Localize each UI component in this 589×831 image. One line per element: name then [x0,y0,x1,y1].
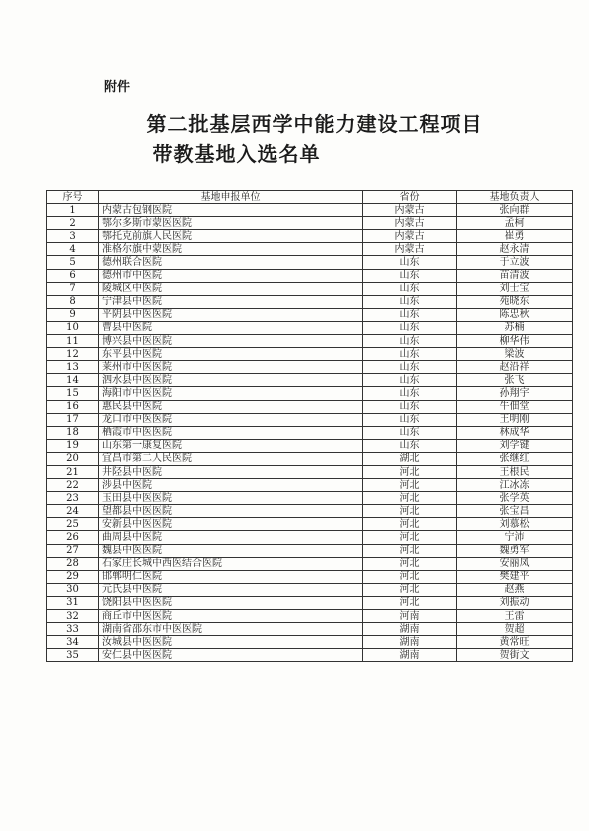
table-row [47,557,573,570]
row-province: 山东 [363,400,457,413]
row-unit: 宁津县中医院 [99,295,363,308]
row-number: 12 [47,348,99,361]
row-number: 4 [47,243,99,256]
row-number: 32 [47,610,99,623]
row-unit: 栖霞市中医医院 [99,426,363,439]
row-number: 6 [47,269,99,282]
table-row [47,230,573,243]
row-unit: 涉县中医院 [99,479,363,492]
row-person: 张向群 [457,204,573,217]
row-province: 湖南 [363,636,457,649]
row-person: 张宝昌 [457,505,573,518]
row-person: 于立波 [457,256,573,269]
row-province: 河北 [363,518,457,531]
table-row [47,426,573,439]
row-person: 柳华伟 [457,335,573,348]
row-person: 魏勇军 [457,544,573,557]
row-unit: 内蒙古包钢医院 [99,204,363,217]
row-province: 湖北 [363,452,457,465]
row-number: 10 [47,321,99,334]
row-province: 河北 [363,544,457,557]
row-province: 山东 [363,256,457,269]
row-number: 5 [47,256,99,269]
table-row [47,570,573,583]
row-province: 山东 [363,374,457,387]
row-unit: 安仁县中医医院 [99,649,363,662]
row-person: 苗清波 [457,269,573,282]
row-person: 王明刚 [457,413,573,426]
row-person: 林成华 [457,426,573,439]
row-province: 河北 [363,531,457,544]
table-header-row [47,191,573,204]
row-person: 刘振动 [457,596,573,609]
row-province: 山东 [363,308,457,321]
attachment-label: 附件 [104,80,131,95]
row-number: 13 [47,361,99,374]
table-row [47,505,573,518]
row-person: 安丽凤 [457,557,573,570]
table-row [47,531,573,544]
row-province: 山东 [363,335,457,348]
row-person: 刘慕松 [457,518,573,531]
row-number: 27 [47,544,99,557]
row-unit: 邯郸明仁医院 [99,570,363,583]
row-number: 29 [47,570,99,583]
row-unit: 泗水县中医医院 [99,374,363,387]
row-unit: 安新县中医医院 [99,518,363,531]
table-row [47,479,573,492]
row-province: 河北 [363,583,457,596]
table-row [47,308,573,321]
table-row [47,269,573,282]
header-unit: 基地申报单位 [99,191,363,204]
row-province: 山东 [363,413,457,426]
table-row [47,649,573,662]
row-person: 黄常旺 [457,636,573,649]
row-person: 孙翔宇 [457,387,573,400]
row-unit: 陵城区中医院 [99,282,363,295]
row-province: 河北 [363,492,457,505]
row-number: 25 [47,518,99,531]
row-number: 18 [47,426,99,439]
row-unit: 东平县中医院 [99,348,363,361]
table-row [47,217,573,230]
row-number: 21 [47,465,99,478]
row-unit: 宜昌市第二人民医院 [99,452,363,465]
table-row [47,518,573,531]
row-unit: 鄂托克前旗人民医院 [99,230,363,243]
row-unit: 元氏县中医院 [99,583,363,596]
header-number: 序号 [47,191,99,204]
table-row [47,361,573,374]
row-unit: 鄂尔多斯市蒙医医院 [99,217,363,230]
row-province: 河南 [363,610,457,623]
table-row [47,492,573,505]
table-row [47,204,573,217]
row-person: 张飞 [457,374,573,387]
row-person: 张学英 [457,492,573,505]
table-row [47,596,573,609]
row-number: 33 [47,623,99,636]
row-number: 20 [47,452,99,465]
row-province: 河北 [363,570,457,583]
table-row [47,439,573,452]
table-row [47,623,573,636]
row-province: 山东 [363,387,457,400]
row-unit: 曹县中医院 [99,321,363,334]
row-person: 赵沿祥 [457,361,573,374]
row-person: 王雷 [457,610,573,623]
row-unit: 德州市中医院 [99,269,363,282]
row-person: 江冰冻 [457,479,573,492]
row-person: 苑晓东 [457,295,573,308]
row-person: 贺街文 [457,649,573,662]
row-person: 刘士宝 [457,282,573,295]
row-unit: 龙口市中医医院 [99,413,363,426]
row-province: 河北 [363,465,457,478]
row-number: 14 [47,374,99,387]
row-person: 贺超 [457,623,573,636]
row-province: 内蒙古 [363,243,457,256]
table-row [47,348,573,361]
row-unit: 博兴县中医医院 [99,335,363,348]
row-unit: 惠民县中医院 [99,400,363,413]
table-row [47,374,573,387]
row-unit: 饶阳县中医医院 [99,596,363,609]
table-row [47,387,573,400]
table-row [47,335,573,348]
selection-table [46,190,573,662]
row-province: 山东 [363,269,457,282]
row-unit: 湖南省邵东市中医医院 [99,623,363,636]
row-number: 2 [47,217,99,230]
row-unit: 曲周县中医院 [99,531,363,544]
table-row [47,452,573,465]
row-province: 内蒙古 [363,204,457,217]
row-number: 24 [47,505,99,518]
row-province: 山东 [363,426,457,439]
row-province: 湖南 [363,649,457,662]
table-row [47,465,573,478]
row-unit: 准格尔旗中蒙医院 [99,243,363,256]
row-number: 17 [47,413,99,426]
row-number: 22 [47,479,99,492]
row-person: 樊建平 [457,570,573,583]
table-row [47,400,573,413]
row-unit: 商丘市中医医院 [99,610,363,623]
row-number: 34 [47,636,99,649]
table-row [47,282,573,295]
table-row [47,413,573,426]
row-person: 苏楠 [457,321,573,334]
row-province: 内蒙古 [363,230,457,243]
row-number: 31 [47,596,99,609]
row-unit: 德州联合医院 [99,256,363,269]
row-number: 7 [47,282,99,295]
row-unit: 山东第一康复医院 [99,439,363,452]
row-number: 19 [47,439,99,452]
row-number: 8 [47,295,99,308]
table-row [47,243,573,256]
row-unit: 井陉县中医院 [99,465,363,478]
row-province: 山东 [363,348,457,361]
row-person: 王根民 [457,465,573,478]
row-number: 35 [47,649,99,662]
row-province: 山东 [363,282,457,295]
row-person: 陈忠秋 [457,308,573,321]
row-number: 16 [47,400,99,413]
row-province: 山东 [363,321,457,334]
row-province: 内蒙古 [363,217,457,230]
header-person: 基地负责人 [457,191,573,204]
document-title-line1: 第二批基层西学中能力建设工程项目 [146,112,483,136]
row-number: 1 [47,204,99,217]
row-province: 湖南 [363,623,457,636]
row-province: 河北 [363,596,457,609]
row-person: 牛佃堂 [457,400,573,413]
row-number: 23 [47,492,99,505]
row-number: 28 [47,557,99,570]
row-person: 刘学键 [457,439,573,452]
table-row [47,321,573,334]
row-number: 15 [47,387,99,400]
row-number: 3 [47,230,99,243]
row-number: 30 [47,583,99,596]
table-row [47,256,573,269]
row-person: 宁沛 [457,531,573,544]
row-unit: 海阳市中医医院 [99,387,363,400]
row-unit: 望都县中医医院 [99,505,363,518]
document-title-line2: 带教基地入选名单 [152,142,321,166]
table-row [47,583,573,596]
row-person: 梁波 [457,348,573,361]
row-province: 山东 [363,295,457,308]
row-unit: 玉田县中医医院 [99,492,363,505]
row-province: 山东 [363,439,457,452]
row-province: 山东 [363,361,457,374]
header-province: 省份 [363,191,457,204]
row-unit: 平阴县中医医院 [99,308,363,321]
row-unit: 石家庄长城中西医结合医院 [99,557,363,570]
table-row [47,636,573,649]
row-unit: 魏县中医医院 [99,544,363,557]
table-row [47,610,573,623]
row-province: 河北 [363,505,457,518]
row-person: 崔勇 [457,230,573,243]
row-number: 26 [47,531,99,544]
row-unit: 莱州市中医医院 [99,361,363,374]
row-number: 11 [47,335,99,348]
row-person: 赵永清 [457,243,573,256]
row-person: 孟柯 [457,217,573,230]
row-province: 河北 [363,479,457,492]
row-province: 河北 [363,557,457,570]
table-row [47,544,573,557]
row-person: 张继红 [457,452,573,465]
row-person: 赵燕 [457,583,573,596]
row-number: 9 [47,308,99,321]
table-row [47,295,573,308]
row-unit: 汝城县中医医院 [99,636,363,649]
